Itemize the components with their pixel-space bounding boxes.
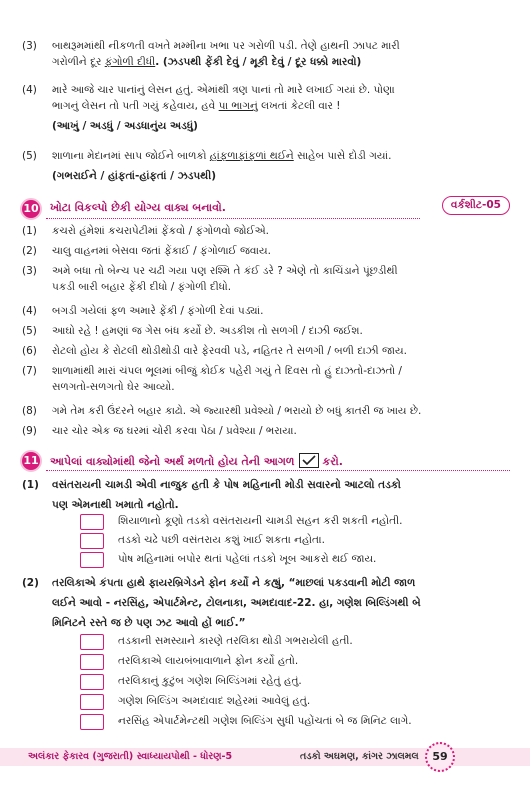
s10-item-2: (2) ચાલુ વાહનમાં બેસવા જતાં ફેંકાઈ / ફંગોળાઈ જવાય.: [22, 245, 271, 257]
s11-q2-option-4[interactable]: ગણેશ બિલ્ડિંગ અમદાવાદ શહેરમાં આવેલું હતું.: [80, 694, 500, 712]
section-11-header: [20, 450, 510, 472]
s11-q2-option-1[interactable]: તડકાની સમસ્યાને કારણે તરલિકા થોડી ગભરાયેલી હતી.: [80, 634, 500, 652]
s10-item-8: (8) ગમે તેમ કરી ઉંદરને બહાર કાઢો. એ જ્યારથી પ્રવેશ્યો / ભરાયો છે બધું કાતરી જ ખાય છે.: [22, 405, 422, 417]
section-10-header: [20, 198, 510, 220]
s11-q1-option-1[interactable]: શિયાળાનો કૂણો તડકો વસંતરાયની ચામડી સહન કરી શકતી નહોતી.: [80, 514, 500, 532]
s10-item-4: (4) બગડી ગયેલાં ફળ અમારે ફેંકી / ફંગોળી દેવાં પડ્યાં.: [22, 305, 264, 317]
answer-checkbox[interactable]: [80, 634, 104, 650]
s10-item-3: (3) અમે બધા તો બેન્ચ પર ચઢી ગયા પણ રશ્મિ તે કંઈ ડરે ? એણે તો કાચિંડાને પૂંછડીથી પકડી બારી બહાર ફેંકી દીધો / ફંગોળી દીધો.: [22, 265, 398, 293]
worksheet-badge: વર્કશીટ-05: [442, 196, 510, 215]
s11-question-1: (1) વસંતરાયની ચામડી એવી નાજુક હતી કે પોષ મહિનાની મોડી સવારનો આટલો તડકો પણ એમનાથી ખમાતો નહોતો.: [22, 479, 401, 511]
s10-item-6: (6) રોટલો હોય કે રોટલી થોડીથોડી વારે ફેરવવી પડે, નહિતર તે સળગી / બળી દાઝી જાય.: [22, 345, 407, 357]
answer-checkbox[interactable]: [80, 654, 104, 670]
page-number: 59: [425, 742, 455, 772]
s11-question-2: (2) તરલિકાએ કંપતા હાથે ફાયરબ્રિગેડને ફોન કર્યો ને કહ્યું, “માછલાં પકડવાની મોટી જાળ લઈને આવો - નરસિંહ, એપાર્ટમેન્ટ, ટોલનાકા, અમદાવાદ-22. હા, ગણેશ બિલ્ડિંગથી બે મિનિટને રસ્તે જ છે પણ ઝટ આવો હોં ભાઈ.”: [22, 577, 421, 629]
s10-item-7: (7) શાળામાંથી મારાં ચંપલ ભૂલમાં બીજું કોઈક પહેરી ગયું તે દિવસ તો હું દાઝતો-દાઝતો / સળગતો-સળગતો ઘેર આવ્યો.: [22, 365, 402, 393]
s11-q2-option-5[interactable]: નરસિંહ એપાર્ટમેન્ટથી ગણેશ બિલ્ડિંગ સુધી પહોંચતાં બે જ મિનિટ લાગે.: [80, 714, 500, 732]
s11-q1-option-3[interactable]: પોષ મહિનામાં બપોર થતાં પહેલાં તડકો ખૂબ આકરો થઈ જાય.: [80, 552, 500, 570]
answer-checkbox[interactable]: [80, 533, 104, 549]
book-title: અલંકાર ફેકારવ (ગુજરાતી) સ્વાધ્યાયપોથી - ધોરણ-5: [28, 751, 233, 762]
s11-q1-option-2[interactable]: તડકો ચઢે પછી વસંતરાય કશું ખાઈ શકતા નહોતા.: [80, 533, 500, 551]
answer-checkbox[interactable]: [80, 552, 104, 568]
chapter-title: તડકો અઘમણ, કાંગર ઝાલમલ: [300, 751, 419, 762]
section-number-badge: 10: [20, 198, 42, 220]
page-footer: [0, 742, 530, 774]
section-title: ખોટા વિકલ્પો છેકી યોગ્ય વાક્ય બનાવો.: [50, 201, 226, 214]
exercise-item-4: (4) મારે આજે ચાર પાનાંનું લેસન હતું. એમાંથી ત્રણ પાનાં તો મારે લખાઈ ગયાં છે. પોણા ભાગનું લેસન તો પતી ગયું કહેવાય, હવે પા ભાગનું લખતાં કેટલી વાર ! (આખું / અડધું / અડધાનુંય અડધું): [22, 84, 395, 132]
answer-checkbox[interactable]: [80, 674, 104, 690]
answer-checkbox[interactable]: [80, 714, 104, 730]
checkbox-tick-icon: [299, 453, 319, 468]
exercise-item-3: (3) બાથરૂમમાંથી નીકળતી વખતે મમ્મીના ખભા પર ગરોળી પડી. તેણે હાથની ઝાપટ મારી ગરોળીને દૂર ફંગોળી દીધી. (ઝડપથી ફેંકી દેવું / મૂકી દેવું / દૂર ધક્કો મારવો): [22, 40, 400, 68]
exercise-item-5: (5) શાળાના મેદાનમાં સાપ જોઈને બાળકો હાંફળાફાંફળાં થઈને સાહેબ પાસે દોડી ગયાં. (ગભરાઈને / હાંફતાં-હાંફતાં / ઝડપથી): [22, 150, 392, 182]
answer-checkbox[interactable]: [80, 514, 104, 530]
s10-item-5: (5) આઘો રહે ! હમણાં જ ગેસ બંધ કર્યો છે. અડકીશ તો સળગી / દાઝી જઈશ.: [22, 325, 363, 337]
s10-item-9: (9) ચાર ચોર એક જ ઘરમાં ચોરી કરવા પેઠા / પ્રવેશ્યા / ભરાયા.: [22, 425, 297, 437]
section-title: આપેલાં વાક્યોમાંથી જેનો અર્થ મળતો હોય તેની આગળ કરો.: [50, 455, 343, 468]
s11-q2-option-2[interactable]: તરલિકાએ લાયબંબાવાળાને ફોન કર્યો હતો.: [80, 654, 500, 672]
answer-checkbox[interactable]: [80, 694, 104, 710]
s11-q2-option-3[interactable]: તરલિકાનું કુટુંબ ગણેશ બિલ્ડિંગમાં રહેતું હતું.: [80, 674, 500, 692]
section-number-badge: 11: [20, 450, 42, 472]
s10-item-1: (1) કચરો હંમેશાં કચરાપેટીમાં ફેંકવો / ફંગોળવો જોઈએ.: [22, 225, 270, 237]
